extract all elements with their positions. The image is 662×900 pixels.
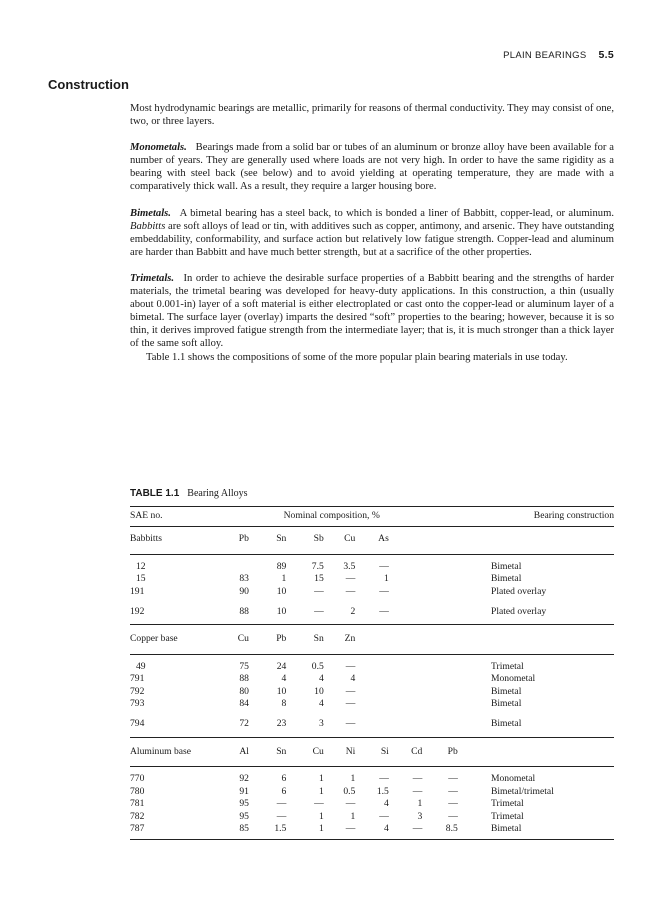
sae-number: 49 (136, 660, 146, 672)
table-cell: 2 (324, 598, 356, 625)
sae-number: 12 (136, 560, 146, 572)
table-cell: — (412, 773, 423, 785)
table-cell: 3 (417, 810, 423, 822)
table-cell: — (314, 585, 324, 597)
sae-number: 791 (130, 673, 145, 685)
table-cell (389, 573, 423, 585)
table-cell: 3.5 (343, 560, 356, 572)
table-cell: 91 (239, 785, 249, 797)
col-header: Sn (249, 737, 286, 766)
col-header (389, 527, 423, 554)
col-header (389, 625, 423, 654)
table-cell (422, 654, 457, 673)
table-row (130, 698, 614, 710)
table-cell: — (276, 810, 287, 822)
trimetals-paragraph (130, 272, 614, 351)
col-header: Ni (324, 737, 356, 766)
sae-number: 793 (130, 698, 145, 710)
table-row (130, 586, 614, 598)
table-cell: 4 (384, 798, 389, 810)
table-cell (389, 598, 423, 625)
table-cell (422, 598, 457, 625)
header-bearing-construction: Bearing construction (491, 507, 614, 527)
table-cell (389, 698, 423, 710)
table-cell: — (448, 798, 458, 810)
group-name: Copper base (130, 625, 206, 654)
bearing-construction: Bimetal (490, 573, 522, 585)
table-cell: 1 (318, 785, 324, 797)
table-cell (355, 673, 389, 685)
group-babbitts (130, 527, 614, 625)
bearing-construction: Monometal (490, 773, 536, 785)
col-header: Pb (422, 737, 457, 766)
table-row (130, 710, 614, 737)
col-header: Sb (286, 527, 323, 554)
col-header: Sn (249, 527, 286, 554)
table-title: Bearing Alloys (187, 488, 248, 499)
table-cell (389, 686, 423, 698)
table-cell: 1 (350, 810, 356, 822)
table-cell (422, 673, 457, 685)
table-cell: — (379, 585, 389, 597)
table-caption (130, 488, 248, 499)
table-cell: 8.5 (422, 823, 457, 840)
table-cell: — (345, 660, 356, 672)
bearing-alloys-table-wrap (130, 506, 614, 840)
col-header: Pb (206, 527, 249, 554)
header-sae-no: SAE no. (130, 507, 206, 527)
sae-number: 780 (130, 785, 145, 797)
table-row (130, 673, 614, 685)
table-cell: 0.5 (311, 660, 324, 672)
table-cell: 88 (206, 598, 249, 625)
bearing-alloys-table (130, 506, 614, 840)
bimetals-paragraph (130, 207, 614, 259)
table-cell: 0.5 (343, 785, 356, 797)
table-cell: 10 (276, 585, 287, 597)
table-cell: — (345, 585, 356, 597)
table-cell: 95 (239, 798, 249, 810)
table-cell: 75 (239, 660, 249, 672)
table-cell (422, 710, 457, 737)
group-copper-base (130, 625, 614, 737)
table-cell: 23 (249, 710, 286, 737)
sae-number: 15 (136, 573, 146, 585)
sae-number: 192 (130, 598, 206, 625)
table-cell: — (448, 810, 458, 822)
table-cell: 88 (239, 673, 249, 685)
table-cell: 1 (384, 573, 389, 585)
table-row (130, 598, 614, 625)
col-header: Al (206, 737, 249, 766)
table-cell (389, 554, 423, 573)
table-cell: — (379, 810, 389, 822)
table-cell (389, 710, 423, 737)
group-header-row (130, 625, 614, 654)
table-cell (422, 686, 457, 698)
trimetals-lead: Trimetals. (130, 272, 175, 284)
header-nominal-composition: Nominal composition, % (206, 507, 458, 527)
col-header: Cu (324, 527, 356, 554)
bearing-construction: Trimetal (490, 810, 524, 822)
table-cell: 4 (318, 673, 324, 685)
bearing-construction: Bimetal (490, 698, 522, 710)
bearing-construction: Plated overlay (490, 585, 547, 597)
running-head-title: PLAIN BEARINGS (503, 50, 587, 61)
table-cell: — (276, 798, 287, 810)
table-row (130, 811, 614, 823)
table-cell: 10 (314, 685, 324, 697)
group-header-row (130, 527, 614, 554)
table-cell (422, 554, 457, 573)
bearing-construction: Bimetal (491, 823, 614, 840)
table-cell: 1.5 (249, 823, 286, 840)
table-cell: 80 (239, 685, 249, 697)
col-header: Si (355, 737, 389, 766)
group-aluminum-base (130, 737, 614, 839)
bearing-construction: Trimetal (490, 660, 524, 672)
table-cell: 95 (239, 810, 249, 822)
bimetals-lead: Bimetals. (130, 207, 171, 219)
table-row (130, 786, 614, 798)
table-reference-paragraph: Table 1.1 shows the compositions of some of the more popular plain bearing materials in use today. (146, 351, 568, 363)
group-name: Aluminum base (130, 737, 206, 766)
table-cell: 15 (314, 573, 324, 585)
table-cell (389, 673, 423, 685)
section-heading: Construction (48, 77, 129, 92)
table-cell: 7.5 (311, 560, 324, 572)
table-cell: — (324, 710, 356, 737)
col-header: Sn (286, 625, 323, 654)
table-cell: — (345, 798, 356, 810)
table-cell: — (345, 573, 356, 585)
sae-number: 794 (130, 710, 206, 737)
monometals-text: Bearings made from a solid bar or tubes of an aluminum or bronze alloy have been available for a number of years. They are generally used where loads are not very high. In order to have the same rigidity as a bearing with steel back (see below) and to avoid yielding at operating temperature, they are made with a comparatively thick wall. As a result, they require a larger housing bore. (130, 142, 614, 193)
table-cell: — (379, 773, 389, 785)
table-cell: 4 (350, 673, 356, 685)
table-cell: 10 (276, 685, 287, 697)
table-row (130, 654, 614, 673)
table-row (130, 823, 614, 840)
intro-paragraph: Most hydrodynamic bearings are metallic, primarily for reasons of thermal conductivity. They may consist of one, two, or three layers. (130, 103, 614, 128)
table-cell: — (314, 798, 324, 810)
sae-number: 782 (130, 810, 145, 822)
table-cell: — (345, 685, 356, 697)
col-header (422, 625, 457, 654)
table-cell (206, 554, 249, 573)
bearing-construction: Plated overlay (491, 598, 614, 625)
col-header (422, 527, 457, 554)
table-cell: 1 (281, 573, 287, 585)
table-cell: 1 (350, 773, 356, 785)
monometals-paragraph (130, 141, 614, 193)
table-cell: 24 (276, 660, 287, 672)
table-cell: — (389, 823, 423, 840)
table-cell: 4 (318, 698, 324, 710)
table-cell: — (286, 598, 323, 625)
table-cell (422, 698, 457, 710)
table-row (130, 767, 614, 786)
col-header: As (355, 527, 389, 554)
table-cell: 1 (318, 810, 324, 822)
bimetals-text-a: A bimetal bearing has a steel back, to which is bonded a liner of Babbitt, copper-lead, or aluminum. (179, 207, 614, 219)
table-cell: — (379, 560, 389, 572)
table-cell: 92 (239, 773, 249, 785)
table-row (130, 573, 614, 585)
bearing-construction: Bimetal (490, 685, 522, 697)
running-head (503, 49, 614, 61)
table-cell: 85 (206, 823, 249, 840)
table-cell: 1 (417, 798, 423, 810)
col-header (355, 625, 389, 654)
bearing-construction: Bimetal/trimetal (490, 785, 554, 797)
table-label: TABLE 1.1 (130, 488, 180, 499)
table-cell (422, 573, 457, 585)
table-cell: 6 (281, 785, 287, 797)
table-row (130, 554, 614, 573)
table-row (130, 798, 614, 810)
bearing-construction: Bimetal (490, 560, 522, 572)
col-header: Zn (324, 625, 356, 654)
table-cell: 72 (206, 710, 249, 737)
table-cell: 8 (281, 698, 287, 710)
sae-number: 787 (130, 823, 206, 840)
table-header-row (130, 507, 614, 527)
table-cell: — (448, 773, 458, 785)
sae-number: 781 (130, 798, 145, 810)
body-text (130, 102, 614, 377)
bearing-construction: Bimetal (491, 710, 614, 737)
table-cell: 3 (286, 710, 323, 737)
table-cell (389, 586, 423, 598)
table-cell: 89 (276, 560, 287, 572)
col-header: Cu (206, 625, 249, 654)
table-cell: 10 (249, 598, 286, 625)
table-cell: — (412, 785, 423, 797)
table-cell: 1 (286, 823, 323, 840)
table-cell: 1.5 (376, 785, 389, 797)
col-header: Cd (389, 737, 423, 766)
col-header: Cu (286, 737, 323, 766)
table-cell: 4 (355, 823, 389, 840)
table-cell: 1 (318, 773, 324, 785)
sae-number: 792 (130, 685, 145, 697)
bearing-construction: Monometal (490, 673, 536, 685)
sae-number: 191 (130, 585, 145, 597)
col-header: Pb (249, 625, 286, 654)
table-cell: 83 (239, 573, 249, 585)
table-cell (355, 710, 389, 737)
table-cell (422, 586, 457, 598)
table-cell: — (345, 698, 356, 710)
table-cell: 84 (239, 698, 249, 710)
table-cell (389, 654, 423, 673)
table-cell: 4 (281, 673, 287, 685)
table-cell (355, 698, 389, 710)
table-cell: 90 (239, 585, 249, 597)
bearing-construction: Trimetal (490, 798, 524, 810)
table-cell: — (448, 785, 458, 797)
page-number: 5.5 (598, 49, 614, 61)
trimetals-text: In order to achieve the desirable surface properties of a Babbitt bearing and the strengths of harder materials, the trimetal bearing was developed for heavy-duty applications. In this construction, a thin (usually about 0.001-in) layer of a soft material is either electroplated or cast onto the copper-lead or aluminum layer of a bimetal. The surface layer (overlay) imparts the desired “soft” properties to the bearing; however, because it is so thin, it derives improved fatigue strength from the intermediate layer; that is, it is much stronger than a thick layer of the same soft alloy. (130, 272, 614, 350)
group-name: Babbitts (130, 527, 206, 554)
table-row (130, 686, 614, 698)
monometals-lead: Monometals. (130, 142, 187, 154)
table-cell (355, 654, 389, 673)
table-cell: 6 (281, 773, 287, 785)
table-cell: — (355, 598, 389, 625)
bimetals-text-b: are soft alloys of lead or tin, with additives such as copper, antimony, and arsenic. They have outstanding embeddability, conformability, and surface action but relatively low fatigue strength. Copper-lead and aluminum are harder than Babbitt and have much better strength, but at a sacrifice of the other properties. (130, 220, 615, 258)
sae-number: 770 (130, 773, 145, 785)
table-cell: — (324, 823, 356, 840)
babbitts-term: Babbitts (130, 220, 166, 232)
group-header-row (130, 737, 614, 766)
table-cell (355, 686, 389, 698)
